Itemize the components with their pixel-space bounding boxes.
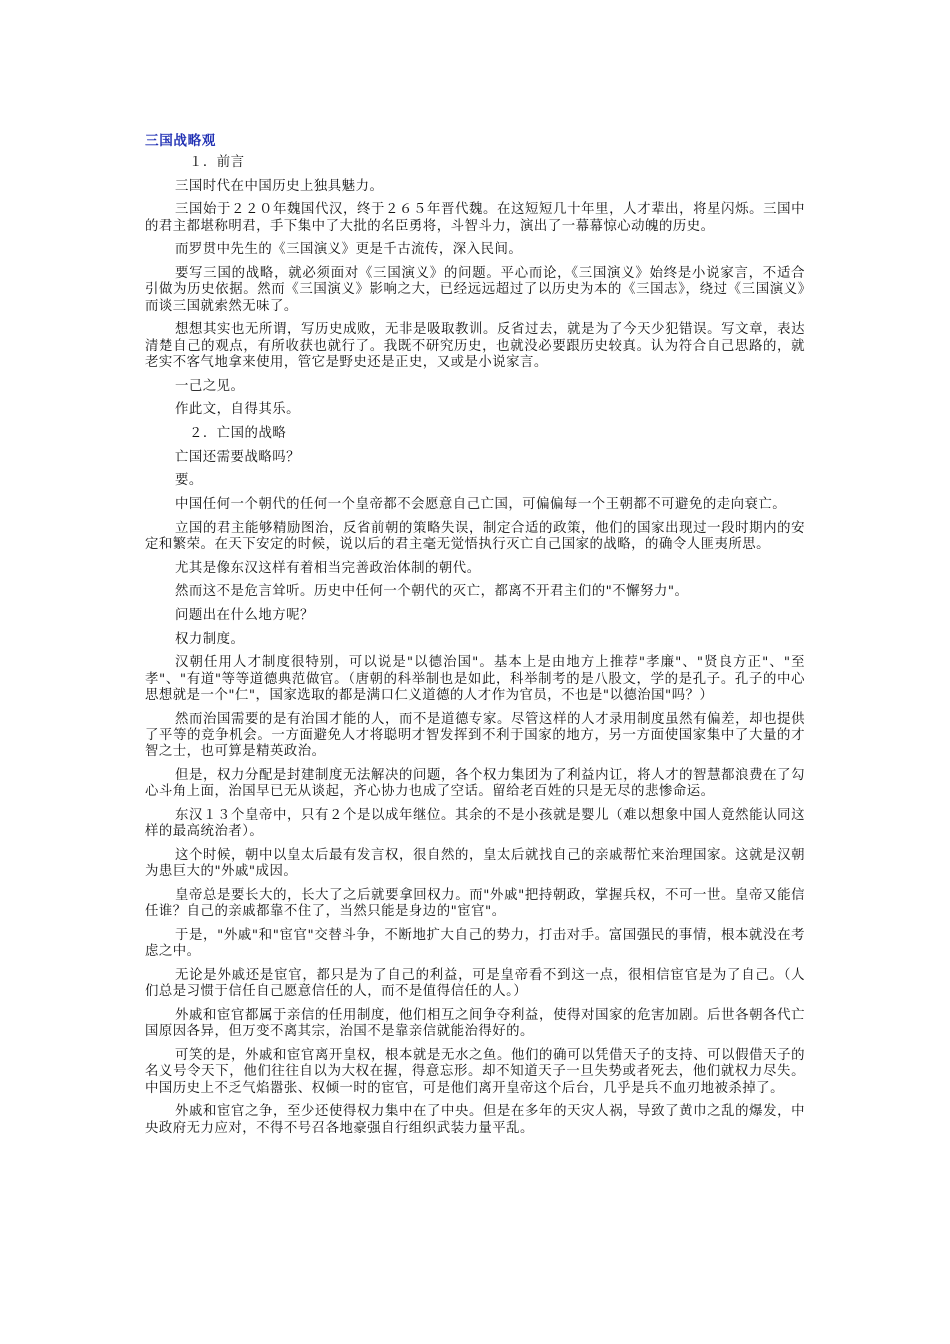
paragraph: 立国的君主能够精励图治，反省前朝的策略失误，制定合适的政策，他们的国家出现过一段时期内的安定和繁荣。在天下安定的时候，说以后的君主毫无觉悟执行灭亡自己国家的战略，的确令人匪夷所思。	[145, 520, 805, 553]
paragraph: 一己之见。	[175, 378, 245, 394]
paragraph: 三国时代在中国历史上独具魅力。	[175, 178, 384, 194]
paragraph: 而罗贯中先生的《三国演义》更是千古流传，深入民间。	[175, 242, 523, 258]
paragraph: 要。	[175, 473, 203, 489]
paragraph: 问题出在什么地方呢？	[175, 608, 314, 624]
paragraph: 东汉１３个皇帝中，只有２个是以成年继位。其余的不是小孩就是婴儿（难以想象中国人竟然能认同这样的最高统治者）。	[145, 808, 805, 840]
paragraph: 于是，"外戚"和"宦官"交替斗争，不断地扩大自己的势力，打击对手。富国强民的事情，根本就没在考虑之中。	[145, 927, 805, 960]
section-heading: ２．亡国的战略	[189, 425, 287, 441]
paragraph: 汉朝任用人才制度很特别，可以说是"以德治国"。基本上是由地方上推荐"孝廉"、"贤良方正"、"至孝"、"有道"等等道德典范做官。（唐朝的科举制也是如此，科举制考的是八股文，学的是孔子。孔子的中心思想就是一个"仁"，国家选取的都是满口仁义道德的人才作为官员，不也是"以德治国"吗？）	[145, 655, 805, 704]
paragraph: 中国任何一个朝代的任何一个皇帝都不会愿意自己亡国，可偏偏每一个王朝都不可避免的走向衰亡。	[175, 497, 787, 513]
paragraph: 三国始于２２０年魏国代汉，终于２６５年晋代魏。在这短短几十年里，人才辈出，将星闪烁。三国中的君主都堪称明君，手下集中了大批的名臣勇将，斗智斗力，演出了一幕幕惊心动魄的历史。	[145, 202, 805, 234]
paragraph: 皇帝总是要长大的，长大了之后就要拿回权力。而"外戚"把持朝政，掌握兵权，不可一世。皇帝又能信任谁？自己的亲戚都靠不住了，当然只能是身边的"宦官"。	[145, 887, 805, 920]
paragraph: 尤其是像东汉这样有着相当完善政治体制的朝代。	[175, 560, 481, 576]
paragraph: 亡国还需要战略吗？	[175, 449, 301, 465]
document-title: 三国战略观	[145, 133, 216, 149]
paragraph: 然而这不是危言耸听。历史中任何一个朝代的灭亡，都离不开君主们的"不懈努力"。	[175, 584, 689, 600]
paragraph: 想想其实也无所谓，写历史成败，无非是吸取教训。反省过去，就是为了今天少犯错误。写文章，表达清楚自己的观点，有所收获也就行了。我既不研究历史，也就没必要跟历史较真。认为符合自己思路的，就老实不客气地拿来使用，管它是野史还是正史，又或是小说家言。	[145, 322, 805, 370]
paragraph: 但是，权力分配是封建制度无法解决的问题，各个权力集团为了利益内讧，将人才的智慧都浪费在了勾心斗角上面，治国早已无从谈起，齐心协力也成了空话。留给老百姓的只是无尽的悲惨命运。	[145, 768, 805, 800]
document-body	[145, 155, 805, 1137]
paragraph: 外戚和宦官都属于亲信的任用制度，他们相互之间争夺利益，使得对国家的危害加剧。后世各朝各代亡国原因各异，但万变不离其宗，治国不是靠亲信就能治得好的。	[145, 1007, 805, 1040]
paragraph: 可笑的是，外戚和宦官离开皇权，根本就是无水之鱼。他们的确可以凭借天子的支持、可以假借天子的名义号令天下，他们往往自以为大权在握，得意忘形。却不知道天子一旦失势或者死去，他们就权力尽失。中国历史上不乏气焰嚣张、权倾一时的宦官，可是他们离开皇帝这个后台，几乎是兵不血刃地被杀掉了。	[145, 1047, 805, 1096]
paragraph: 这个时候，朝中以皇太后最有发言权，很自然的，皇太后就找自己的亲戚帮忙来治理国家。这就是汉朝为患巨大的"外戚"成因。	[145, 848, 805, 880]
paragraph: 作此文，自得其乐。	[175, 402, 301, 418]
paragraph: 要写三国的战略，就必须面对《三国演义》的问题。平心而论，《三国演义》始终是小说家言，不适合引做为历史依据。然而《三国演义》影响之大，已经远远超过了以历史为本的《三国志》，绕过《三国演义》而谈三国就索然无味了。	[145, 266, 805, 314]
paragraph: 外戚和宦官之争，至少还使得权力集中在了中央。但是在多年的天灾人祸，导致了黄巾之乱的爆发，中央政府无力应对，不得不号召各地豪强自行组织武装力量平乱。	[145, 1104, 805, 1136]
paragraph: 权力制度。	[175, 631, 245, 647]
paragraph: 然而治国需要的是有治国才能的人，而不是道德专家。尽管这样的人才录用制度虽然有偏差，却也提供了平等的竞争机会。一方面避免人才将聪明才智发挥到不利于国家的地方，另一方面使国家集中了大量的才智之士，也可算是精英政治。	[145, 711, 805, 760]
document-page	[145, 133, 805, 1144]
section-heading: １．前言	[189, 155, 245, 170]
paragraph: 无论是外戚还是宦官，都只是为了自己的利益，可是皇帝看不到这一点，很相信宦官是为了自己。（人们总是习惯于信任自己愿意信任的人，而不是值得信任的人。）	[145, 967, 805, 1000]
